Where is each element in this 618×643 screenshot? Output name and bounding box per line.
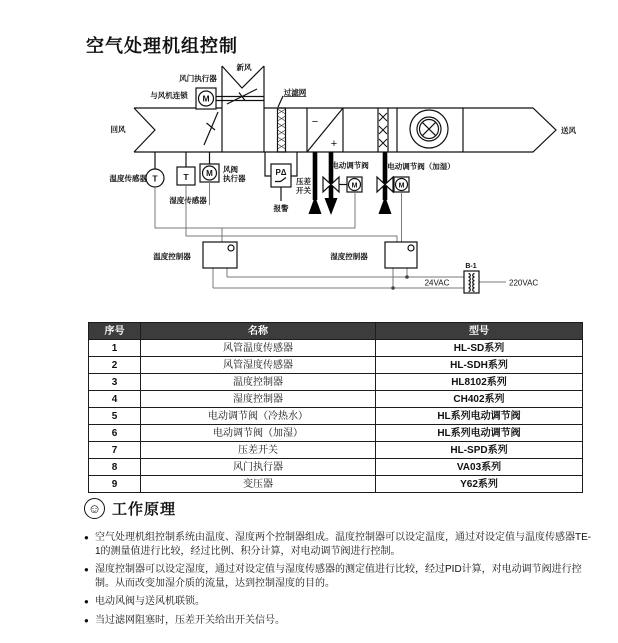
transformer-icon (464, 271, 479, 293)
fan-interlock-label: 与风机连锁 (150, 91, 188, 100)
motor-valve-humidify (377, 177, 409, 192)
cell-name: 风管湿度传感器 (141, 357, 376, 374)
supply-air-label: 送风 (561, 126, 576, 135)
cell-name: 风门执行器 (141, 459, 376, 476)
pressure-diff-letters: PΔ (275, 168, 287, 177)
working-principle-section (84, 498, 594, 632)
return-air-label: 回风 (110, 125, 126, 134)
table-row (89, 442, 583, 459)
humidity-controller-label: 湿度控制器 (330, 252, 368, 261)
temp-letter: T (183, 172, 189, 182)
principle-bullet: ● 当过滤网阻塞时，压差开关给出开关信号。 (84, 614, 594, 628)
motor-letter: M (202, 93, 210, 104)
principle-bullet: ● 电动风阀与送风机联锁。 (84, 595, 594, 609)
coil-section (307, 108, 343, 152)
fresh-air-damper-icon (216, 89, 264, 104)
table-row (89, 459, 583, 476)
table-row (89, 391, 583, 408)
cell-name: 温度控制器 (141, 374, 376, 391)
cell-name: 电动调节阀（加湿） (141, 425, 376, 442)
motor-letter: M (398, 182, 405, 190)
page-title: 空气处理机组控制 (86, 36, 238, 56)
humidifier-icon (378, 108, 388, 152)
table-row (89, 374, 583, 391)
col-header-no: 序号 (89, 323, 141, 340)
fan-icon (410, 110, 448, 148)
damper-actuator-label: 风门执行器 (179, 74, 217, 83)
cell-no: 8 (89, 459, 141, 476)
cell-no: 4 (89, 391, 141, 408)
vac220-label: 220VAC (509, 278, 539, 288)
pressure-switch-label-1: 压差 (296, 177, 311, 186)
duct-humidity-sensor (177, 152, 195, 185)
filter-label: 过滤网 (283, 88, 307, 97)
table-row (89, 476, 583, 493)
electric-valve-label: 电动调节阀 (331, 161, 369, 170)
ahu-diagram (0, 55, 618, 322)
electric-valve-humidify-label: 电动调节阀（加湿） (387, 162, 455, 171)
duct-temp-sensor (146, 152, 164, 187)
humidity-controller (385, 242, 417, 268)
principle-bullet: ● 空气处理机组控制系统由温度、湿度两个控制器组成。温度控制器可以设定温度，通过对设定值与温度传感器TE-1的测量值进行比较，经过比例、积分计算，对电动调节阀进行控制。 (84, 531, 594, 558)
cell-model: HL-SD系列 (376, 340, 583, 357)
pressure-switch-label-2: 开关 (296, 186, 311, 195)
cell-no: 3 (89, 374, 141, 391)
motor-letter: M (351, 182, 358, 190)
cell-model: VA03系列 (376, 459, 583, 476)
cell-model: HL-SPD系列 (376, 442, 583, 459)
humidity-sensor-label: 湿度传感器 (169, 196, 207, 205)
valve-actuator-label-1: 风阀 (223, 165, 238, 174)
valve-actuator-label-2: 执行器 (223, 174, 246, 183)
table-row (89, 425, 583, 442)
transformer-id-label: B-1 (465, 263, 477, 270)
principle-bullet: ● 湿度控制器可以设定湿度，通过对设定值与湿度传感器的测定值进行比较，经过PID计算，对电动调节阀进行控制。从而改变加湿介质的流量，达到控制湿度的目的。 (84, 563, 594, 590)
fresh-air-damper-actuator (196, 88, 216, 109)
cell-no: 9 (89, 476, 141, 493)
coil-plus: + (330, 138, 338, 150)
principle-heading: 工作原理 (112, 501, 177, 518)
col-header-name: 名称 (141, 323, 376, 340)
vac24-label: 24VAC (424, 278, 450, 288)
table-row (89, 408, 583, 425)
cell-no: 5 (89, 408, 141, 425)
alarm-label: 报警 (273, 204, 289, 213)
cell-no: 7 (89, 442, 141, 459)
cell-model: HL系列电动调节阀 (376, 408, 583, 425)
table-header-row (89, 323, 583, 340)
cell-no: 6 (89, 425, 141, 442)
temp-controller-label: 温度控制器 (153, 252, 191, 261)
supply-duct (463, 108, 556, 152)
temp-letter: T (152, 173, 158, 184)
cell-no: 1 (89, 340, 141, 357)
table-row (89, 340, 583, 357)
fresh-air-label: 新风 (236, 63, 252, 72)
table-row (89, 357, 583, 374)
temp-controller (203, 242, 237, 268)
cell-no: 2 (89, 357, 141, 374)
cell-model: HL-SDH系列 (376, 357, 583, 374)
cell-name: 风管温度传感器 (141, 340, 376, 357)
col-header-model: 型号 (376, 323, 583, 340)
cell-name: 压差开关 (141, 442, 376, 459)
return-damper-icon (204, 112, 218, 145)
smiley-icon: ☺ (84, 498, 105, 519)
cell-model: HL8102系列 (376, 374, 583, 391)
cell-model: HL系列电动调节阀 (376, 425, 583, 442)
equipment-table (88, 322, 583, 493)
coil-minus: − (311, 116, 319, 128)
principle-list (84, 531, 594, 627)
cell-model: Y62系列 (376, 476, 583, 493)
motor-letter: M (206, 169, 213, 178)
cell-model: CH402系列 (376, 391, 583, 408)
temp-sensor-label: 温度传感器 (109, 174, 147, 183)
cell-name: 电动调节阀（冷热水） (141, 408, 376, 425)
cell-name: 湿度控制器 (141, 391, 376, 408)
cell-name: 变压器 (141, 476, 376, 493)
filter-icon (278, 96, 286, 152)
pressure-switch (265, 152, 297, 201)
